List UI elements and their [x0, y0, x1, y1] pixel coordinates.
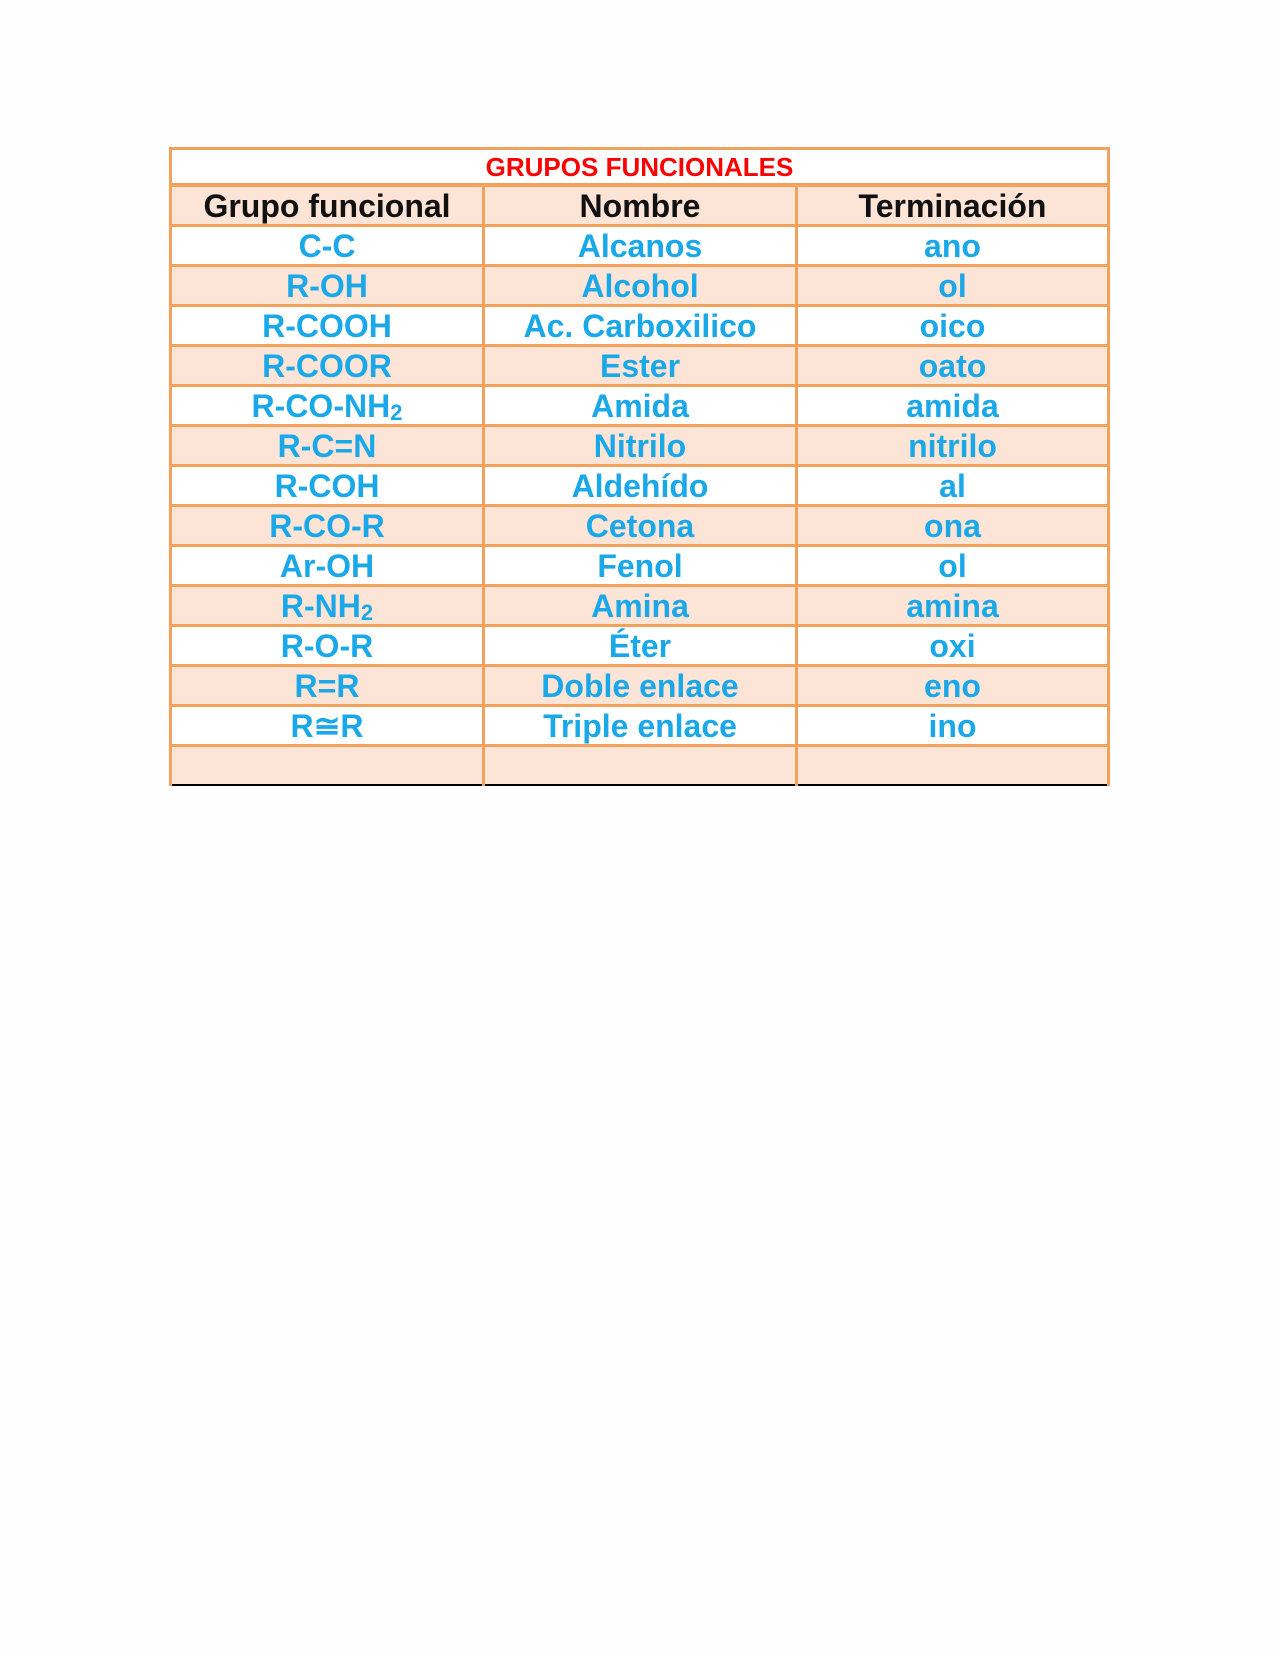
column-header-name: Nombre	[484, 185, 797, 226]
table-row	[171, 426, 1109, 466]
table-row	[171, 386, 1109, 426]
group-cell: Ar-OH	[171, 546, 484, 586]
table-row-empty	[171, 746, 1109, 786]
name-cell: Amida	[484, 386, 797, 426]
table-row	[171, 466, 1109, 506]
group-cell: R-COOH	[171, 306, 484, 346]
subscript: 2	[390, 399, 403, 425]
group-cell: R=R	[171, 666, 484, 706]
name-cell: Amina	[484, 586, 797, 626]
table-row	[171, 586, 1109, 626]
group-cell: $R-CO-NH_2$	[171, 386, 484, 426]
group-cell: R-CO-R	[171, 506, 484, 546]
group-cell: R-O-R	[171, 626, 484, 666]
name-cell: Cetona	[484, 506, 797, 546]
ending-cell: nitrilo	[797, 426, 1109, 466]
table-title-row	[171, 149, 1109, 186]
name-cell: Nitrilo	[484, 426, 797, 466]
name-cell: Alcohol	[484, 266, 797, 306]
functional-groups-table-container	[169, 147, 1107, 786]
name-cell: Fenol	[484, 546, 797, 586]
ending-cell: eno	[797, 666, 1109, 706]
ending-cell: ano	[797, 226, 1109, 266]
group-cell: R-C=N	[171, 426, 484, 466]
name-cell: Ac. Carboxilico	[484, 306, 797, 346]
ending-cell: ino	[797, 706, 1109, 746]
group-cell: C-C	[171, 226, 484, 266]
group-cell	[171, 746, 484, 786]
group-cell: R-COOR	[171, 346, 484, 386]
table-row	[171, 666, 1109, 706]
table-header-row	[171, 185, 1109, 226]
ending-cell: al	[797, 466, 1109, 506]
table-row	[171, 226, 1109, 266]
group-cell: R-COH	[171, 466, 484, 506]
ending-cell: ona	[797, 506, 1109, 546]
ending-cell	[797, 746, 1109, 786]
subscript: 2	[360, 599, 374, 625]
group-cell: R-OH	[171, 266, 484, 306]
table-title: GRUPOS FUNCIONALES	[171, 149, 1109, 186]
ending-cell: amida	[797, 386, 1109, 426]
table-row	[171, 506, 1109, 546]
name-cell: Ester	[484, 346, 797, 386]
ending-cell: ol	[797, 546, 1109, 586]
table-row	[171, 546, 1109, 586]
ending-cell: amina	[797, 586, 1109, 626]
functional-groups-table	[169, 147, 1110, 786]
ending-cell: oato	[797, 346, 1109, 386]
name-cell: Éter	[484, 626, 797, 666]
group-cell: $R-NH_2$	[171, 586, 484, 626]
column-header-ending: Terminación	[797, 185, 1109, 226]
name-cell	[484, 746, 797, 786]
table-row	[171, 306, 1109, 346]
name-cell: Doble enlace	[484, 666, 797, 706]
ending-cell: ol	[797, 266, 1109, 306]
table-row	[171, 626, 1109, 666]
table-row	[171, 706, 1109, 746]
name-cell: Alcanos	[484, 226, 797, 266]
table-row	[171, 346, 1109, 386]
group-cell: R≅R	[171, 706, 484, 746]
name-cell: Triple enlace	[484, 706, 797, 746]
ending-cell: oxi	[797, 626, 1109, 666]
name-cell: Aldehído	[484, 466, 797, 506]
ending-cell: oico	[797, 306, 1109, 346]
table-row	[171, 266, 1109, 306]
column-header-group: Grupo funcional	[171, 185, 484, 226]
